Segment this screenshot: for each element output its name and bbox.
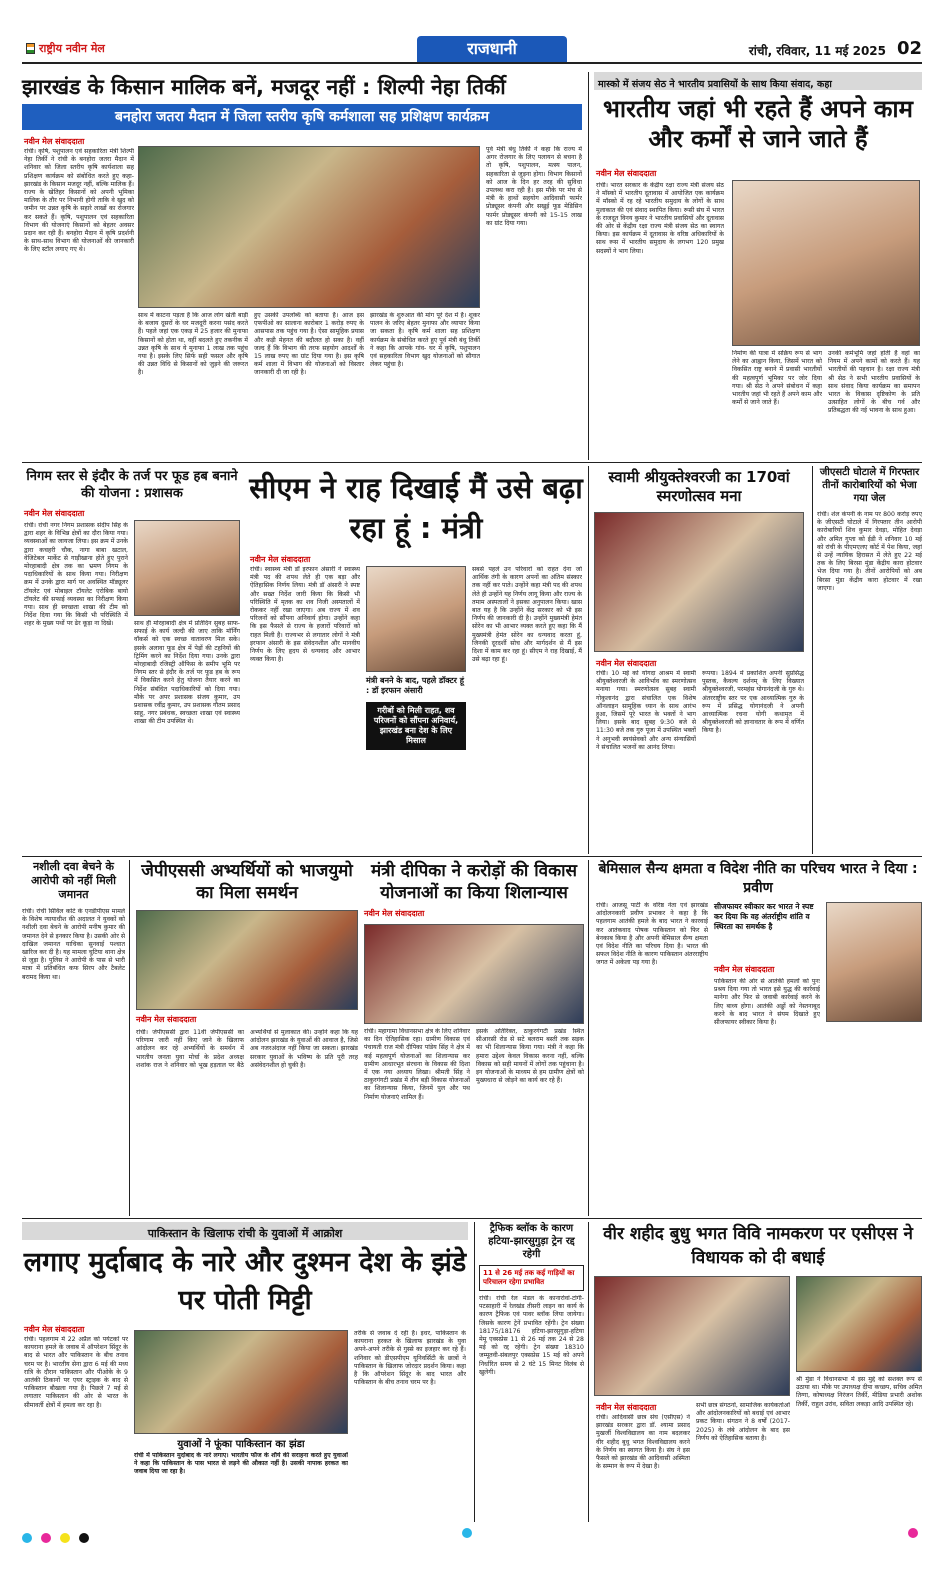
- photo-administrator: [134, 520, 240, 616]
- byline-jpsc: नवीन मेल संवाददाता: [136, 1015, 197, 1024]
- registration-mark-cyan: [22, 1533, 32, 1543]
- byline-deepika: नवीन मेल संवाददाता: [364, 909, 425, 918]
- praveen-body-col1: रांची। आजसू पार्टी के वरिष्ठ नेता एवं झारखंड आंदोलनकारी प्रवीण प्रभाकर ने कहा है कि पहलगाम आतंकी हमले के बाद भारत ने कारवाई कर आतंकवाद पोषक पाकिस्तान को फिर से बेनकाब किया है और अपनी बेमिसाल सैन्य क्षमता एवं विदेश नीति का परिचय दिया है। भारत की सफल विदेश नीति के कारण पाकिस्तान अंतरराष्ट्रीय जगत में अकेला पड़ गया है।: [596, 902, 708, 967]
- photo-acs-team: [594, 1276, 790, 1396]
- masthead-title: राष्ट्रीय नवीन मेल: [39, 42, 105, 55]
- moscow-body-col1: रांची। भारत सरकार के केंद्रीय रक्षा राज्य मंत्री संजय सेठ ने मॉस्को में भारतीय दूतावास में आयोजित एक कार्यक्रम में मॉस्को में रह रहे भारतीय समुदाय के लोगों के साथ मुलाकात की एवं संवाद स्थापित किया। रूसी संघ में भारत के राजदूत विनय कुमार ने भारतीय प्रवासियों और दूतावास की ओर से केंद्रीय रक्षा राज्य मंत्री संजय सेठ का स्वागत किया। इस कार्यक्रम में दूतावास के वरिष्ठ अधिकारियों के साथ रूस में भारतीय समुदाय के लगभग 120 प्रमुख सदस्यों ने भाग लिया।: [596, 182, 724, 255]
- headline-deepika: मंत्री दीपिका ने करोड़ों की विकास योजनाओं का किया शिलान्यास: [370, 861, 578, 903]
- column-divider-4: [588, 1222, 589, 1522]
- kicker-pak-protest-text: पाकिस्तान के खिलाफ रांची के युवाओं में आक्रोश: [147, 1227, 343, 1240]
- health-body-col1: रांची। स्वास्थ्य मंत्री डॉ इरफान अंसारी ने स्वास्थ्य मंत्री पद की शपथ लेते ही एक बड़ा और ऐतिहासिक निर्णय लिया। मंत्री डॉ अंसारी ने स्पष्ट और सख्त निर्देश जारी किया कि किसी भी परिस्थिति में मृतक का शव निजी अस्पतालों में रोककर नहीं रखा जाएगा। अब राज्य में शव परिजनों को सौंपना अनिवार्य होगा। उन्होंने कहा कि इस फैसले से राज्य के हजारों परिवारों को राहत मिली है। राज्यभर से लगातार लोगों ने मंत्री इरफान अंसारी के इस संवेदनशील और मानवीय निर्णय के लिए हृदय से धन्यवाद और आभार व्यक्त किया है।: [250, 566, 360, 664]
- headline-foodhub: निगम स्तर से इंदौर के तर्ज पर फूड हब बनाने की योजना : प्रशासक: [26, 469, 238, 501]
- story-train: [474, 1222, 584, 1522]
- train-body: रांची। रांची रेल मंडल के कानारोवां-टांगी-पटसाहारी में रेलखंड तीसरी लाइन का कार्य के कारण ट्रैफिक एवं पावर ब्लॉक लिया जायेगा। जिसके कारण ट्रेनें प्रभावित रहेंगी। ट्रेन संख्या 18175/18176 हटिया-झारसुगुड़ा-हटिया मेमू एक्सप्रेस 11 से 26 मई तक 24 से 28 मई को रद्द रहेगी। ट्रेन संख्या 18310 जम्मूतवी-संबलपुर एक्सप्रेस 15 मई को अपने निर्धारित समय से 2 घंटे 15 मिनट विलंब से खुलेगी।: [479, 1295, 584, 1376]
- bullet-praveen-text: सीजफायर स्वीकार कर भारत ने स्पष्ट कर दिया कि वह अंतर्राष्ट्रीय शांति व स्थिरता का समर्थक है: [714, 902, 814, 931]
- banner-workshop-text: बनहोरा जतरा मैदान में जिला स्तरीय कृषि कर्मशाला सह प्रशिक्षण कार्यक्रम: [115, 109, 489, 125]
- footer-color-bar: [22, 1528, 922, 1542]
- byline-moscow: नवीन मेल संवाददाता: [596, 169, 657, 178]
- headline-health-minister: सीएम ने राह दिखाई मैं उसे बढ़ा रहा हूं : मंत्री: [249, 471, 583, 545]
- photo-workshop-stage: [138, 146, 480, 308]
- farmers-body-col4: झारखंड के शुरुआत की मांग पूरे देश में है। शूकर पालन के जरिए बेहतर मुनाफा और व्यापार किया जा सकता है। कृषि कर्म शाला सह प्रशिक्षण कार्यक्रम के संबोधित करते हुए पूर्व मंत्री बंधु तिर्की ने कहा कि आपके गांव- घर में कृषि, पशुपालन एवं सहकारिता विभाग खुद योजनाओं को सौगात लेकर पहुंचा है।: [370, 312, 480, 369]
- row-divider-3: [22, 1218, 922, 1219]
- caption-minister-1: मंत्री बनने के बाद, पहले डॉक्टर हूं : डॉ इरफान अंसारी: [366, 676, 464, 695]
- foodhub-body-col2: साथ ही मोरहाबादी क्षेत्र में प्रतिदिन सुबह साफ-सफाई के कार्य जल्दी की जाए ताकि मॉर्निंग वॉकर्स को एक स्वच्छ वातावरण मिल सके। इसके अलावा फूड क्षेत्र में पेड़ों की टहनियों की ट्रिमिंग करने का निर्देश दिया गया। उनके द्वारा मोरहाबादी रजिस्ट्री ऑफिस के समीप भूमि पर निगम स्तर से इंदौर के तर्ज पर फूड हब के रूप में विकसित करने हेतु योजना तैयार करने का निर्देश संबंधित पदाधिकारियों को दिया गया। मौके पर अपर प्रशासक संजय कुमार, उप प्रशासक रवींद्र कुमार, उप प्रशासक गौतम प्रसाद साहू, नगर प्रबंधक, स्वच्छता शाखा एवं स्वास्थ्य शाखा की टीम उपस्थित थे।: [134, 620, 240, 726]
- story-deepika: [364, 860, 584, 1216]
- column-divider: [588, 72, 589, 460]
- budhu-body-col1: रांची। आदिवासी छात्र संघ (एसीएस) ने झारखंड सरकार द्वारा डॉ. श्यामा प्रसाद मुखर्जी विश्वविद्यालय का नाम बदलकर वीर शहीद बुधु भगत विश्वविद्यालय करने के निर्णय का स्वागत किया है। संघ ने इस फैसले को झारखंड की आदिवासी अस्मिता के सम्मान के रूप में देखा है।: [596, 1414, 690, 1471]
- byline-praveen: नवीन मेल संवाददाता: [714, 965, 775, 974]
- byline-yukteswar: नवीन मेल संवाददाता: [596, 659, 657, 668]
- column-divider-2: [588, 466, 589, 854]
- foodhub-body-col1: रांची। रांची नगर निगम प्रशासक संदीप सिंह के द्वारा शहर के विभिन्न क्षेत्रों का दौरा किया गया। व्यवस्थाओं का जायजा लिया। इस क्रम में उनके द्वारा कचहरी चौक, नागा बाबा खटाल, वेजिटेबल मार्केट से गाड़ीखाना होते हुए पुराने मोरहाबादी क्षेत्र तक का भ्रमण निगम के पदाधिकारियों के साथ किया गया। निरीक्षण क्रम में उनके द्वारा मार्ग पर अवस्थित मॉड्यूलर टॉयलेट एवं मोबाइल टॉयलेट एरोबिक बायो टॉयलेट की सफाई व्यवस्था का निरीक्षण किया गया। साथ ही स्वच्छता शाखा की टीम को निर्देश दिया गया कि किसी भी परिस्थिति में शहर के मुख्य पथों पर ढेर कूड़ा ना दिखे।: [24, 522, 128, 628]
- train-notice-box: [479, 1265, 584, 1291]
- story-moscow: [594, 72, 922, 460]
- masthead-bar: [22, 36, 922, 64]
- headline-drug-bail: नशीली दवा बेचने के आरोपी को नहीं मिली जमानत: [30, 860, 116, 901]
- praveen-body-col2: पाकिस्तान की ओर से आतंकी हमलों को पुनः प्रश्रय दिया गया तो भारत इसे युद्ध की कार्रवाई मानेगा और फिर से जवाबी कार्रवाई करने के लिए बाध्य होगा। आतंकी अड्डों को नेस्तनाबूद करने के बाद भारत ने संयम दिखाते हुए सीजफायर स्वीकार किया है।: [714, 978, 820, 1027]
- moscow-body-col3: उनकी कर्मभूमि जहां होती है वहां का नियम में अपने कामों को करते हैं। यह भारतीयों की पहचान है। रक्षा राज्य मंत्री श्री सेठ ने सभी भारतीय प्रवासियों के साथ संवाद किया कार्यक्रम का समापन भारत के विकास दृष्टिकोण के प्रति उत्साहित लोगों के बीच गर्व और प्रतिबद्धता की नई भावना के साथ हुआ।: [828, 350, 920, 415]
- headline-jpsc: जेपीएससी अभ्यर्थियों को भाजयुमो का मिला समर्थन: [141, 861, 353, 903]
- registration-mark-yellow: [60, 1533, 70, 1543]
- budhu-body-col3: श्री मुंडा ने विधानसभा में इस मुद्दे को सशक्त रूप से उठाया था। मौके पर उपाध्यक्ष दीपा कच्छप, सचिव अमित तिग्गा, कोषाध्यक्ष निरंजन तिर्की, मीडिया प्रभारी अशोक तिर्की, राहुल उरांव, सविता लकड़ा आदि उपस्थित रहे।: [796, 1376, 922, 1408]
- story-jpsc: [136, 860, 358, 1216]
- story-pak-protest: [22, 1222, 468, 1522]
- story-budhu-bhagat: [594, 1222, 922, 1522]
- budhu-body-col2: सभी छात्र संगठनों, सामाजिक कार्यकर्ताओं और आंदोलनकारियों को बधाई एवं आभार प्रकट किया। संगठन ने 8 वर्षों (2017-2025) के लंबे आंदोलन के बाद इस निर्णय को ऐतिहासिक बताया है।: [696, 1402, 790, 1442]
- story-health-minister: [248, 466, 584, 854]
- headline-gst: जीएसटी घोटाले में गिरफ्तार तीनों कारोबारियों को भेजा गया जेल: [819, 467, 920, 504]
- farmers-body-col2: साथ में काटना पड़ता है कि आज लोग खेती बाड़ी के बजाय दूसरों के घर मजदूरी करना पसंद करते हैं। पहले जहां एक एकड़ में 25 हजार की मुनाफा किसानों को होता था, वहीं बदलते हुए तकनीक में उन्नत कृषि के साथ ये मुनाफा 1 लाख तक पहुंच गया है। इसके लिए सिर्फ सही फसल और कृषि की उन्नत विधि से किसानों को जुड़ने की जरूरत है।: [138, 312, 248, 377]
- kicker-pak-protest: [22, 1222, 468, 1240]
- deepika-body-col2: इसके अतिरिक्त, ठाकुरगंगटी प्रखंड स्थित सीआरसी रोड से सटे बलराम बस्ती तक सड़क का भी शिलान्यास किया गया। मंत्री ने कहा कि हमारा उद्देश्य केवल विकास करना नहीं, बल्कि विकास को सही मायनों में लोगों तक पहुंचाना है। इन योजनाओं के माध्यम से हम ग्रामीण क्षेत्रों को मुख्यधारा से जोड़ने का कार्य कर रहे हैं।: [476, 1028, 584, 1085]
- train-notice-text: 11 से 26 मई तक कई गाड़ियों का परिचालन रहेगा प्रभावित: [483, 1269, 575, 1286]
- headline-moscow: भारतीय जहां भी रहते हैं अपने काम और कर्मों से जाने जाते हैं: [603, 95, 913, 153]
- masthead-logo: [26, 39, 136, 59]
- row-divider-1: [22, 462, 922, 463]
- photo-mla-group: [796, 1276, 922, 1372]
- byline-health-minister: नवीन मेल संवाददाता: [250, 555, 311, 564]
- pak-body-col1: रांची। पहलगाम में 22 अप्रैल को पर्यटकों पर कायराना हमले के जवाब में ऑपरेशन सिंदूर के बाद से भारत और पाकिस्तान के बीच तनाव चरम पर है। भारतीय सेना द्वारा 6 मई की मध्य रात्रि के दौरान पाकिस्तान और पीओके के 9 आतंकी ठिकानों पर एयर स्ट्राइक के बाद से पाकिस्तान बौखला गया है। पिछले 7 मई से लगातार पाकिस्तान की ओर से भारत के सीमावर्ती क्षेत्रों में हमला कर रहा है।: [24, 1336, 128, 1409]
- kicker-moscow: [594, 72, 922, 90]
- photo-deepika-inauguration: [364, 924, 584, 1024]
- byline-budhu: नवीन मेल संवाददाता: [596, 1403, 657, 1412]
- caption-minister-2: [366, 702, 466, 750]
- registration-mark-black: [79, 1533, 89, 1543]
- story-yukteswar: [594, 466, 804, 854]
- story-farmers: [22, 72, 582, 458]
- photo-yukteswar-altar: [594, 512, 804, 652]
- column-divider-3: [588, 860, 589, 1216]
- kicker-moscow-text: मास्को में संजय सेठ ने भारतीय प्रवासियों के साथ किया संवाद, कहा: [598, 79, 832, 90]
- jpsc-body: रांची। जेपीएससी द्वारा 11वीं जेपीएससी का परिणाम जारी नहीं किए जाने के खिलाफ आंदोलन कर रहे अभ्यर्थियों के समर्थन में भारतीय जनता युवा मोर्चा के प्रदेश अध्यक्ष शशांक राज ने शनिवार को भूख हड़ताल पर बैठे अभ्यर्थियों से मुलाकात की। उन्होंने कहा कि यह आंदोलन झारखंड के युवाओं की आवाज है, जिसे अब नजरअंदाज नहीं किया जा सकता। झारखंड सरकार युवाओं के भविष्य के प्रति पूरी तरह असंवेदनशील हो चुकी है।: [136, 1029, 358, 1069]
- photo-caption-pak: युवाओं ने फूंका पाकिस्तान का झंडा: [177, 1439, 305, 1450]
- drug-bail-body: रांची। रांची सिविल कोर्ट के एनडीपीएस मामले के विशेष न्यायाधीश की अदालत ने युवकों को नशीली दवा बेचने के आरोपी मनीष कुमार की जमानत देने से इनकार किया है। उसकी ओर से दाखिल जमानत याचिका सुनवाई पश्चात खारिज कर दी है। यह मामला चुटिया थाना क्षेत्र से जुड़ा है। पुलिस ने आरोपी के पास से भारी मात्रा में प्रतिबंधित कफ सिरप और टैबलेट बरामद किया था।: [22, 908, 125, 981]
- photo-praveen-portrait: [826, 902, 922, 1022]
- caption-minister-2-text: गरीबों को मिली राहत, शव परिजनों को सौंपना अनिवार्य, झारखंड बना देश के लिए मिसाल: [373, 706, 459, 745]
- photo-minister-portrait: [366, 566, 466, 672]
- yukteswar-body-col2: रूपया। 1894 में प्रकाशित अपनी सुप्रसिद्ध पुस्तक, कैवल्य दर्शनम् के लिए विख्यात श्रीयुक्तेश्वरजी, परमहंस योगानंदजी के गुरु थे। अंतरराष्ट्रीय स्तर पर एक आध्यात्मिक गुरु के रूप में प्रसिद्ध योगानंदजी ने अपनी आध्यात्मिक रचना योगी कथामृत में श्रीयुक्तेश्वरजी को ज्ञानावतार के रूप में वर्णित किया है।: [702, 670, 804, 735]
- photo-jpsc-protest: [136, 910, 358, 1010]
- farmers-body-col1: रांची। कृषि, पशुपालन एवं सहकारिता मंत्री शिल्पी नेहा तिर्की ने रांची के बनहोरा जतरा मैदान में शनिवार को जिला स्तरीय कृषि कार्यशाला सह प्रशिक्षण कार्यक्रम को संबोधित करते हुए कहा- झारखंड के किसान मजदूर नहीं, बल्कि मालिक हैं। राज्य के खेतिहर किसानों को अपनी भूमिका मालिक के तौर पर निभानी होगी ताकि वे खुद को जमीन पर उन्नत कृषि के सहारे लाखों का रोजगार कर सकते हैं। कृषि, पशुपालन एवं सहकारिता विभाग की योजनाएं किसानों को बेहतर अवसर प्रदान कर रही हैं। बनहोरा मैदान में कृषि प्रदर्शनी के साथ-साथ विभाग की योजनाओं की जानकारी के लिए स्टॉल लगाए गए थे।: [24, 148, 134, 254]
- moscow-body-col2: निर्माण की यात्रा में सक्रिय रूप से भाग लेने का आह्वान किया, जिसमें भारत को विकसित राष्ट्र बनाने में प्रवासी भारतीयों की महत्वपूर्ण भूमिका पर जोर दिया गया। श्री सेठ ने अपने संबोधन में कहा भारतीय जहां भी रहते हैं अपने काम और कर्मों से जाने जाते हैं।: [732, 350, 822, 407]
- headline-budhu-bhagat: वीर शहीद बुधु भगत विवि नामकरण पर एसीएस ने विधायक को दी बधाई: [603, 1224, 913, 1268]
- photo-note-pak: रांची में पाकिस्तान मुर्दाबाद के नारे लगाए। भारतीय फौज के शौर्य की सराहना करते हुए युवाओं ने कहा कि पाकिस्तान के पास भारत से लड़ने की औकात नहीं है। उसकी नापाक हरकत का जवाब दिया जा रहा है।: [134, 1452, 348, 1476]
- health-body-col2: सबसे पहले उन परिवारों को राहत देना जो आर्थिक तंगी के कारण अपनों का अंतिम संस्कार तक नहीं कर पाते। उन्होंने कहा मंत्री पद की शपथ लेते ही उन्होंने यह निर्णय लागू किया और राज्य के तमाम अस्पतालों ने इसका अनुपालन किया। खास बात यह है कि उन्होंने केंद्र सरकार को भी इस निर्णय की जानकारी दी है। उन्होंने मुख्यमंत्री हेमंत सोरेन का भी आभार व्यक्त करते हुए कहा कि मैं मुख्यमंत्री हेमंत सोरेन का धन्यवाद करता हूं, जिनकी दूरदर्शी सोच और मार्गदर्शन से मैं इस दिशा में काम कर रहा हूं। सीएम ने राह दिखाई, मैं उसे बढ़ा रहा हूं।: [472, 566, 582, 664]
- headline-farmers: झारखंड के किसान मालिक बनें, मजदूर नहीं : शिल्पी नेहा तिर्की: [22, 75, 506, 99]
- row-divider-2: [22, 856, 922, 857]
- dateline: रांची, रविवार, 11 मई 2025: [748, 44, 886, 58]
- deepika-body-col1: रांची। महागामा विधानसभा क्षेत्र के लिए शनिवार का दिन ऐतिहासिक रहा। ग्रामीण विकास एवं पंचायती राज मंत्री दीपिका पांडेय सिंह ने क्षेत्र में कई महत्वपूर्ण योजनाओं का शिलान्यास कर ग्रामीण आधारभूत संरचना के विकास की दिशा में एक नया अध्याय लिखा। श्रीमती सिंह ने ठाकुरगंगटी प्रखंड में तीन बड़ी विकास योजनाओं का शिलान्यास किया, जिनमें पुल और पथ निर्माण योजनाएं शामिल हैं।: [364, 1028, 470, 1101]
- yukteswar-body-col1: रांची। 10 मई को योगदा आश्रम में स्वामी श्रीयुक्तेश्वरजी के आविर्भाव का स्मरणोत्सव मनाया गया। स्मरणोत्सव सुबह स्वामी गोकुलानंद द्वारा संचालित एक विशेष ऑनलाइन सामूहिक ध्यान के साथ आरंभ हुआ, जिसमें पूरे भारत के भक्तों ने भाग लिया। इसके बाद सुबह 9:30 बजे से 11:30 बजे तक गुरु पूजा में उपस्थित भक्तों ने अनुभवी स्वयंसेवकों और अन्य संन्यासियों ने संचालित भजनों का आनंद लिया।: [596, 670, 696, 751]
- farmers-body-col3: हुए उसकी उपलब्धि को बताया है। आज इस एफपीओ का सालाना कारोबार 1 करोड़ रुपए के आसपास तक पहुंच गया है। ऐसा सामूहिक प्रयास और कड़ी मेहनत की बदौलत हो सका है। वहीं जल्द हैं कि विभाग की तरफ सहयोग आदर्शों के 15 लाख रुपए का ग्रांट दिया गया है। इस कृषि कर्म शाला में विभाग की योजनाओं को विस्तार जानकारी दी जा रही है।: [254, 312, 364, 377]
- registration-mark-center: [462, 1528, 472, 1538]
- headline-praveen: बेमिसाल सैन्य क्षमता व विदेश नीति का परिचय भारत ने दिया : प्रवीण: [598, 861, 918, 896]
- headline-yukteswar: स्वामी श्रीयुक्तेश्वरजी का 170वां स्मरणोत्सव मना: [608, 468, 790, 505]
- pak-body-col2: तरीके से जवाब दे रही है। इधर, पाकिस्तान के कायराना हरकत के खिलाफ झारखंड के युवा अपने-अपने तरीके से गुस्से का इजहार कर रहे हैं। शनिवार को डीएसपीएम यूनिवर्सिटी के छात्रों ने पाकिस्तान के खिलाफ जोरदार प्रदर्शन किया। कहा है कि ऑपरेशन सिंदूर के बाद भारत और पाकिस्तान के बीच तनाव चरम पर है।: [354, 1330, 466, 1387]
- gst-body: रांची। शेल कंपनी के नाम पर 800 करोड़ रुपए के जीएसटी घोटाले में गिरफ्तार तीन आरोपी कारोबारियों शिव कुमार देवड़ा, मोहित देवड़ा और अमित गुप्ता को ईडी ने शनिवार 10 मई को रांची के पीएमएलए कोर्ट में पेश किया, जहां से उन्हें न्यायिक हिरासत में लेते हुए 22 मई तक के लिए बिरसा मुंडा केंद्रीय कारा होटवार भेज दिया गया है। तीनों आरोपियों को अब बिरसा मुंडा केंद्रीय कारा होटवार में रखा जाएगा।: [817, 511, 922, 592]
- story-foodhub: [22, 466, 242, 854]
- story-drug-bail: [22, 860, 130, 1216]
- banner-workshop: [22, 104, 582, 130]
- byline-farmers: नवीन मेल संवाददाता: [24, 137, 85, 146]
- headline-train: ट्रैफिक ब्लॉक के कारण हटिया-झारसुगुड़ा ट्रेन रद्द रहेगी: [488, 1223, 575, 1260]
- photo-pak-flag-burning: [134, 1330, 348, 1434]
- photo-moscow-meeting: [732, 180, 920, 346]
- headline-pak-protest: लगाए मुर्दाबाद के नारे और दुश्मन देश के झंडे पर पोती मिट्टी: [23, 1247, 467, 1316]
- story-praveen: [594, 860, 922, 1216]
- farmers-body-col5: पूर्व मंत्री बंधु तिर्की ने कहा कि राज्य में अगर रोजगार के लिए पलायन से बचना है तो कृषि, पशुपालन, मत्स्य पालन, सहकारिता से जुड़ना होगा। विभाग किसानों को आज के दिन हर तरह की सुविधा उपलब्ध करा रही है। इस मौके पर मंच से मंत्री के हाथों सहयोग आदिवासी फार्मर प्रोड्यूसर कंपनी और सखुई फूड मेडिसिन फार्मर प्रोड्यूसर कंपनी को 15-15 लाख का ग्रांट दिया गया।: [486, 146, 582, 227]
- byline-pak-protest: नवीन मेल संवाददाता: [24, 1325, 85, 1334]
- page-number: 02: [896, 38, 922, 59]
- story-gst: [812, 466, 922, 854]
- byline-foodhub: नवीन मेल संवाददाता: [24, 509, 85, 518]
- registration-mark-right: [908, 1528, 918, 1538]
- section-tab: [417, 36, 567, 62]
- bullet-praveen: [714, 902, 820, 932]
- minister-photo-box: [366, 566, 466, 852]
- section-title: राजधानी: [467, 39, 517, 58]
- registration-mark-magenta: [41, 1533, 51, 1543]
- flag-icon: [26, 43, 35, 54]
